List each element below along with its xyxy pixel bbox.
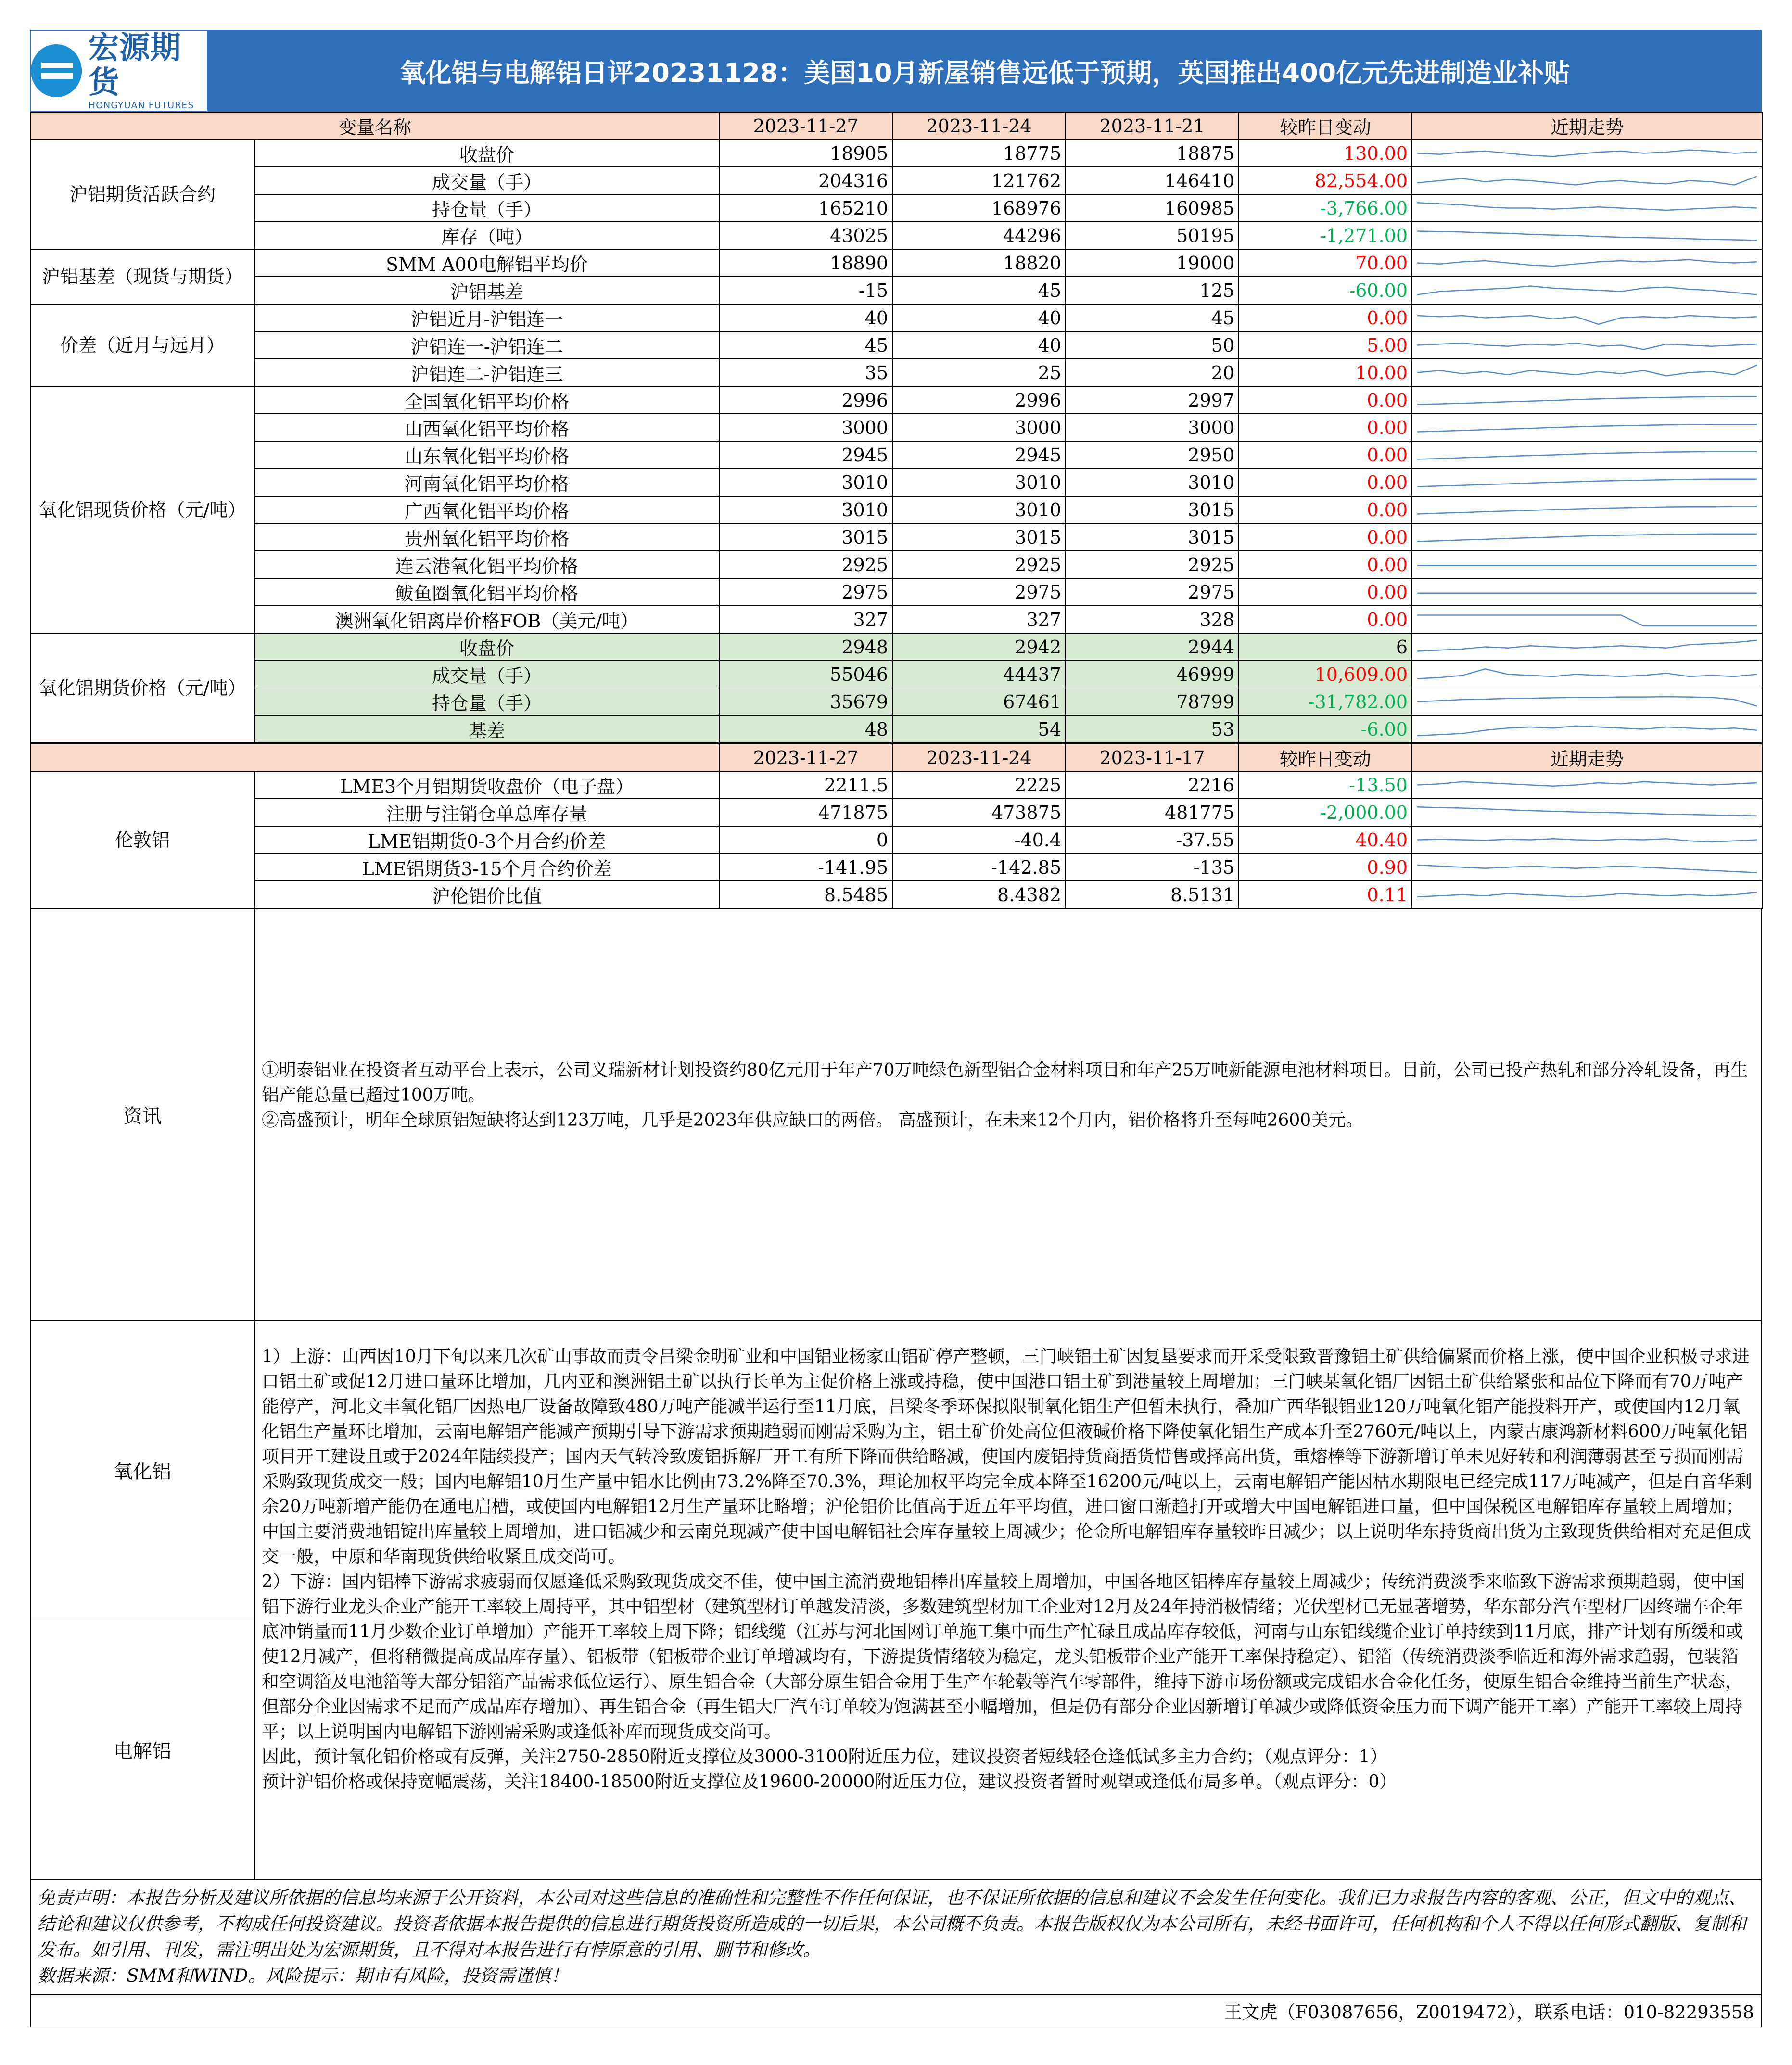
- value-cell: 18905: [719, 140, 892, 167]
- value-cell: 2925: [892, 551, 1066, 578]
- value-cell: 473875: [892, 799, 1066, 826]
- trend-cell: [1412, 277, 1762, 304]
- change-cell: 0.00: [1239, 414, 1412, 441]
- trend-cell: [1412, 771, 1762, 799]
- trend-cell: [1412, 331, 1762, 359]
- sparkline-line: [1417, 534, 1757, 542]
- variable-name: 鲅鱼圈氧化铝平均价格: [254, 578, 719, 606]
- trend-cell: [1412, 140, 1762, 167]
- table-row: [30, 277, 1762, 304]
- company-logo: [30, 30, 208, 112]
- variable-name: 收盘价: [254, 140, 719, 167]
- column-header: 近期走势: [1412, 112, 1762, 140]
- value-cell: 19000: [1066, 249, 1239, 277]
- variable-name: LME3个月铝期货收盘价（电子盘）: [254, 771, 719, 799]
- table-row: [30, 578, 1762, 606]
- column-header: 2023-11-24: [892, 744, 1066, 771]
- trend-cell: [1412, 606, 1762, 633]
- table-row: [30, 661, 1762, 688]
- variable-name: 山东氧化铝平均价格: [254, 441, 719, 469]
- category-label: 沪铝期货活跃合约: [30, 140, 254, 249]
- value-cell: 46999: [1066, 661, 1239, 688]
- change-cell: 0.00: [1239, 496, 1412, 523]
- trend-cell: [1412, 249, 1762, 277]
- sparkline-chart: [1412, 607, 1762, 632]
- variable-name: 全国氧化铝平均价格: [254, 386, 719, 414]
- sparkline-line: [1417, 726, 1757, 736]
- column-header: 变量名称: [30, 112, 719, 140]
- variable-name: 持仓量（手）: [254, 194, 719, 222]
- change-cell: 10.00: [1239, 359, 1412, 386]
- sparkline-chart: [1412, 497, 1762, 523]
- value-cell: 53: [1066, 715, 1239, 743]
- value-cell: 3015: [892, 523, 1066, 551]
- sparkline-chart: [1412, 689, 1762, 714]
- table-row: [30, 715, 1762, 743]
- value-cell: 50195: [1066, 222, 1239, 249]
- sparkline-line: [1417, 203, 1757, 210]
- change-cell: -13.50: [1239, 771, 1412, 799]
- table-row: [30, 771, 1762, 799]
- table-row: [30, 523, 1762, 551]
- trend-cell: [1412, 304, 1762, 331]
- sparkline-chart: [1412, 827, 1762, 853]
- sparkline-chart: [1412, 140, 1762, 166]
- variable-name: 广西氧化铝平均价格: [254, 496, 719, 523]
- value-cell: -142.85: [892, 854, 1066, 881]
- news-content: [255, 909, 1761, 1320]
- variable-name: 注册与注销仓单总库存量: [254, 799, 719, 826]
- value-cell: 44296: [892, 222, 1066, 249]
- sparkline-chart: [1412, 662, 1762, 687]
- sparkline-chart: [1412, 552, 1762, 577]
- trend-cell: [1412, 194, 1762, 222]
- value-cell: 3010: [892, 496, 1066, 523]
- sparkline-chart: [1412, 168, 1762, 193]
- table-row: [30, 826, 1762, 854]
- sparkline-chart: [1412, 278, 1762, 303]
- value-cell: 8.5131: [1066, 881, 1239, 908]
- value-cell: 67461: [892, 688, 1066, 715]
- sparkline-line: [1417, 782, 1757, 786]
- value-cell: 3010: [719, 496, 892, 523]
- value-cell: 2944: [1066, 633, 1239, 661]
- change-cell: 0.00: [1239, 304, 1412, 331]
- column-header: 2023-11-27: [719, 112, 892, 140]
- disclaimer-text: 免责声明：本报告分析及建议所依据的信息均来源于公开资料，本公司对这些信息的准确性和完整性不作任何保证，也不保证所依据的信息和建议不会发生任何变化。我们已力求报告内容的客观、公正，但文中的观点、结论和建议仅供参考，不构成任何投资建议。投资者依据本报告提供的信息进行期货投资所造成的一切后果，本公司概不负责。本报告版权仅为本公司所有，未经书面许可，任何机构和个人不得以任何形式翻版、复制和发布。如引用、刊发，需注明出处为宏源期货，且不得对本报告进行有悖原意的引用、删节和修改。: [38, 1887, 1746, 1960]
- trend-cell: [1412, 661, 1762, 688]
- sparkline-chart: [1412, 716, 1762, 742]
- report-header: [30, 30, 1762, 112]
- value-cell: 204316: [719, 167, 892, 194]
- sparkline-chart: [1412, 332, 1762, 358]
- table-row: [30, 249, 1762, 277]
- value-cell: 2975: [1066, 578, 1239, 606]
- column-header: 2023-11-17: [1066, 744, 1239, 771]
- value-cell: 40: [719, 304, 892, 331]
- aluminum-view: 预计沪铝价格或保持宽幅震荡，关注18400-18500附近支撑位及19600-20000附近压力位，建议投资者暂时观望或逢低布局多单。（观点评分：0）: [262, 1772, 1397, 1792]
- value-cell: 20: [1066, 359, 1239, 386]
- trend-cell: [1412, 551, 1762, 578]
- change-cell: 0.90: [1239, 854, 1412, 881]
- news-section: [30, 909, 1762, 1321]
- sparkline-line: [1417, 865, 1757, 873]
- sparkline-chart: [1412, 800, 1762, 825]
- report-title: 氧化铝与电解铝日评20231128：美国10月新屋销售远低于预期，英国推出400亿元先进制造业补贴: [399, 57, 1570, 88]
- column-header-row: [30, 112, 1762, 140]
- trend-cell: [1412, 359, 1762, 386]
- downstream-paragraph: 2）下游：国内铝棒下游需求疲弱而仅愿逢低采购致现货成交不佳，使中国主流消费地铝棒出库量较上周增加，中国各地区铝棒库存量较上周减少；传统消费淡季来临致下游需求预期趋弱，使中国铝下游行业龙头企业产能开工率较上周持平，其中铝型材（建筑型材订单越发清淡，多数建筑型材加工企业对12月及24年持消极情绪；光伏型材已无显著增势，华东部分汽车型材厂因终端车企年底冲销量而11月少数企业订单增加）产能开工率较上周下降；铝线缆（江苏与河北国网订单施工集中而生产忙碌且成品库存较低，河南与山东铝线缆企业订单持续到11月底，排产计划有所缓和或使12月减产，但将稍微提高成品库存量）、铝板带（铝板带企业订单增减均有，下游提货情绪较为稳定，龙头铝板带企业产能开工率保持稳定）、铝箔（传统消费淡季临近和海外需求趋弱，包装箔和空调箔及电池箔等大部分铝箔产品需求低位运行）、原生铝合金（大部分原生铝合金用于生产车轮毂等汽车零部件，维持下游市场份额或完成铝水合金化任务，使原生铝合金维持当前生产状态，但部分企业因需求不足而产成品库存增加）、再生铝合金（再生铝大厂汽车订单较为饱满甚至小幅增加，但是仍有部分企业因新增订单减少或降低资金压力而下调产能开工率）产能开工率较上周持平；以上说明国内电解铝下游刚需采购或逢低补库而现货成交尚可。: [262, 1572, 1745, 1742]
- value-cell: 2925: [1066, 551, 1239, 578]
- change-cell: 0.00: [1239, 551, 1412, 578]
- category-label: 氧化铝现货价格（元/吨）: [30, 386, 254, 633]
- domestic-data-table: [30, 112, 1763, 743]
- aluminum-label: 电解铝: [114, 1740, 171, 1762]
- change-cell: -60.00: [1239, 277, 1412, 304]
- change-cell: 0.00: [1239, 386, 1412, 414]
- table-row: [30, 633, 1762, 661]
- value-cell: 3010: [719, 469, 892, 496]
- trend-cell: [1412, 496, 1762, 523]
- value-cell: 471875: [719, 799, 892, 826]
- trend-cell: [1412, 826, 1762, 854]
- value-cell: 78799: [1066, 688, 1239, 715]
- change-cell: 0.00: [1239, 523, 1412, 551]
- column-header: 近期走势: [1412, 744, 1762, 771]
- variable-name: SMM A00电解铝平均价: [254, 249, 719, 277]
- variable-name: 山西氧化铝平均价格: [254, 414, 719, 441]
- sparkline-line: [1417, 396, 1757, 404]
- sparkline-chart: [1412, 579, 1762, 605]
- sparkline-line: [1417, 452, 1757, 459]
- value-cell: 45: [892, 277, 1066, 304]
- value-cell: 0: [719, 826, 892, 854]
- value-cell: 54: [892, 715, 1066, 743]
- value-cell: 2211.5: [719, 771, 892, 799]
- value-cell: 8.5485: [719, 881, 892, 908]
- sparkline-line: [1417, 231, 1757, 241]
- value-cell: -135: [1066, 854, 1239, 881]
- variable-name: 基差: [254, 715, 719, 743]
- value-cell: 55046: [719, 661, 892, 688]
- table-row: [30, 469, 1762, 496]
- report-page: [30, 30, 1762, 2027]
- sparkline-chart: [1412, 772, 1762, 798]
- value-cell: 2997: [1066, 386, 1239, 414]
- change-cell: 0.00: [1239, 606, 1412, 633]
- value-cell: 3000: [1066, 414, 1239, 441]
- value-cell: 121762: [892, 167, 1066, 194]
- value-cell: 168976: [892, 194, 1066, 222]
- value-cell: 44437: [892, 661, 1066, 688]
- sparkline-chart: [1412, 360, 1762, 385]
- trend-cell: [1412, 441, 1762, 469]
- table-row: [30, 496, 1762, 523]
- column-header-row: [30, 744, 1762, 771]
- value-cell: -37.55: [1066, 826, 1239, 854]
- logo-cn-text: 宏源期货: [88, 30, 181, 101]
- sparkline-chart: [1412, 882, 1762, 907]
- sparkline-chart: [1412, 387, 1762, 413]
- sparkline-line: [1417, 260, 1757, 267]
- sparkline-line: [1417, 615, 1757, 626]
- london-aluminum-table: [30, 743, 1763, 909]
- change-cell: 70.00: [1239, 249, 1412, 277]
- variable-name: 成交量（手）: [254, 661, 719, 688]
- value-cell: 35679: [719, 688, 892, 715]
- sparkline-line: [1417, 697, 1757, 706]
- value-cell: -15: [719, 277, 892, 304]
- sparkline-line: [1417, 150, 1757, 157]
- value-cell: 45: [719, 331, 892, 359]
- trend-cell: [1412, 799, 1762, 826]
- change-cell: -1,271.00: [1239, 222, 1412, 249]
- variable-name: 成交量（手）: [254, 167, 719, 194]
- table-row: [30, 359, 1762, 386]
- variable-name: 沪伦铝价比值: [254, 881, 719, 908]
- change-cell: -3,766.00: [1239, 194, 1412, 222]
- change-cell: 0.00: [1239, 441, 1412, 469]
- value-cell: 2216: [1066, 771, 1239, 799]
- value-cell: 125: [1066, 277, 1239, 304]
- trend-cell: [1412, 881, 1762, 908]
- trend-cell: [1412, 469, 1762, 496]
- value-cell: 3000: [719, 414, 892, 441]
- sparkline-line: [1417, 669, 1757, 678]
- value-cell: -141.95: [719, 854, 892, 881]
- table-row: [30, 222, 1762, 249]
- category-label: 价差（近月与远月）: [30, 304, 254, 386]
- change-cell: -2,000.00: [1239, 799, 1412, 826]
- variable-name: 河南氧化铝平均价格: [254, 469, 719, 496]
- column-header: 2023-11-27: [719, 744, 892, 771]
- column-header: [30, 744, 719, 771]
- sparkline-line: [1417, 316, 1757, 324]
- value-cell: 327: [892, 606, 1066, 633]
- variable-name: 沪铝近月-沪铝连一: [254, 304, 719, 331]
- value-cell: 481775: [1066, 799, 1239, 826]
- value-cell: 160985: [1066, 194, 1239, 222]
- alumina-label: 氧化铝: [31, 1321, 254, 1619]
- table-row: [30, 441, 1762, 469]
- table-row: [30, 688, 1762, 715]
- value-cell: 3010: [892, 469, 1066, 496]
- column-header: 2023-11-21: [1066, 112, 1239, 140]
- trend-cell: [1412, 523, 1762, 551]
- value-cell: 2996: [719, 386, 892, 414]
- alumina-view: 因此，预计氧化铝价格或有反弹，关注2750-2850附近支撑位及3000-3100附近压力位，建议投资者短线轻仓逢低试多主力合约；（观点评分：1）: [262, 1747, 1387, 1767]
- variable-name: 持仓量（手）: [254, 688, 719, 715]
- sparkline-chart: [1412, 223, 1762, 248]
- sparkline-line: [1417, 479, 1757, 487]
- table-row: [30, 854, 1762, 881]
- variable-name: 连云港氧化铝平均价格: [254, 551, 719, 578]
- variable-name: LME铝期货3-15个月合约价差: [254, 854, 719, 881]
- logo-mark-icon: [31, 44, 82, 97]
- value-cell: 328: [1066, 606, 1239, 633]
- change-cell: 5.00: [1239, 331, 1412, 359]
- value-cell: 2945: [719, 441, 892, 469]
- table-row: [30, 799, 1762, 826]
- variable-name: LME铝期货0-3个月合约价差: [254, 826, 719, 854]
- value-cell: 3010: [1066, 469, 1239, 496]
- sparkline-chart: [1412, 195, 1762, 221]
- sparkline-chart: [1412, 250, 1762, 276]
- variable-name: 沪铝连一-沪铝连二: [254, 331, 719, 359]
- table-row: [30, 551, 1762, 578]
- sparkline-line: [1417, 839, 1757, 842]
- change-cell: 0.00: [1239, 469, 1412, 496]
- category-label: 氧化铝期货价格（元/吨）: [30, 633, 254, 743]
- analyst-contact: 王文虎（F03087656，Z0019472），联系电话：010-82293558: [30, 1995, 1762, 2027]
- sparkline-chart: [1412, 305, 1762, 331]
- trend-cell: [1412, 222, 1762, 249]
- value-cell: 2942: [892, 633, 1066, 661]
- table-row: [30, 606, 1762, 633]
- sparkline-line: [1417, 640, 1757, 651]
- sparkline-line: [1417, 177, 1757, 185]
- value-cell: 3015: [719, 523, 892, 551]
- value-cell: 3000: [892, 414, 1066, 441]
- value-cell: 40: [892, 331, 1066, 359]
- value-cell: 18890: [719, 249, 892, 277]
- news-item: ②高盛预计，明年全球原铝短缺将达到123万吨，几乎是2023年供应缺口的两倍。 高盛预计，在未来12个月内，铝价格将升至每吨2600美元。: [262, 1110, 1363, 1130]
- sparkline-line: [1417, 807, 1757, 816]
- value-cell: 43025: [719, 222, 892, 249]
- sparkline-line: [1417, 365, 1757, 376]
- value-cell: 8.4382: [892, 881, 1066, 908]
- value-cell: 2975: [892, 578, 1066, 606]
- disclaimer: [30, 1880, 1762, 1995]
- variable-name: 库存（吨）: [254, 222, 719, 249]
- variable-name: 收盘价: [254, 633, 719, 661]
- sparkline-chart: [1412, 524, 1762, 550]
- trend-cell: [1412, 578, 1762, 606]
- table-row: [30, 331, 1762, 359]
- category-label: 沪铝基差（现货与期货）: [30, 249, 254, 304]
- change-cell: 0.00: [1239, 578, 1412, 606]
- value-cell: 165210: [719, 194, 892, 222]
- logo-en-text: HONGYUAN FUTURES: [88, 100, 194, 111]
- sparkline-line: [1417, 286, 1757, 295]
- change-cell: 6: [1239, 633, 1412, 661]
- sparkline-line: [1417, 892, 1757, 897]
- change-cell: 40.40: [1239, 826, 1412, 854]
- value-cell: 2950: [1066, 441, 1239, 469]
- value-cell: 2225: [892, 771, 1066, 799]
- value-cell: 327: [719, 606, 892, 633]
- sparkline-chart: [1412, 854, 1762, 880]
- change-cell: -31,782.00: [1239, 688, 1412, 715]
- value-cell: 25: [892, 359, 1066, 386]
- trend-cell: [1412, 414, 1762, 441]
- column-header: 较昨日变动: [1239, 744, 1412, 771]
- change-cell: 10,609.00: [1239, 661, 1412, 688]
- sparkline-line: [1417, 343, 1757, 350]
- value-cell: 3015: [1066, 496, 1239, 523]
- news-item: ①明泰铝业在投资者互动平台上表示，公司义瑞新材计划投资约80亿元用于年产70万吨绿色新型铝合金材料项目和年产25万吨新能源电池材料项目。目前，公司已投产热轧和部分冷轧设备，再生铝产能总量已超过100万吨。: [262, 1060, 1748, 1105]
- table-row: [30, 304, 1762, 331]
- sparkline-chart: [1412, 442, 1762, 468]
- variable-name: 沪铝基差: [254, 277, 719, 304]
- value-cell: 40: [892, 304, 1066, 331]
- column-header: 较昨日变动: [1239, 112, 1412, 140]
- analysis-content: [255, 1321, 1761, 1879]
- change-cell: 130.00: [1239, 140, 1412, 167]
- value-cell: 35: [719, 359, 892, 386]
- news-label: 资讯: [31, 909, 255, 1320]
- value-cell: 3015: [1066, 523, 1239, 551]
- variable-name: 澳洲氧化铝离岸价格FOB（美元/吨）: [254, 606, 719, 633]
- analysis-section: [30, 1321, 1762, 1880]
- trend-cell: [1412, 715, 1762, 743]
- trend-cell: [1412, 633, 1762, 661]
- value-cell: 18775: [892, 140, 1066, 167]
- data-source-text: 数据来源：SMM和WIND。风险提示：期市有风险，投资需谨慎！: [38, 1965, 569, 1986]
- value-cell: 2925: [719, 551, 892, 578]
- column-header: 2023-11-24: [892, 112, 1066, 140]
- value-cell: 2996: [892, 386, 1066, 414]
- trend-cell: [1412, 167, 1762, 194]
- value-cell: -40.4: [892, 826, 1066, 854]
- table-row: [30, 194, 1762, 222]
- change-cell: -6.00: [1239, 715, 1412, 743]
- variable-name: 沪铝连二-沪铝连三: [254, 359, 719, 386]
- sparkline-chart: [1412, 634, 1762, 660]
- value-cell: 2948: [719, 633, 892, 661]
- change-cell: 0.11: [1239, 881, 1412, 908]
- change-cell: 82,554.00: [1239, 167, 1412, 194]
- variable-name: 贵州氧化铝平均价格: [254, 523, 719, 551]
- value-cell: 48: [719, 715, 892, 743]
- table-row: [30, 881, 1762, 908]
- sparkline-chart: [1412, 470, 1762, 495]
- table-row: [30, 167, 1762, 194]
- sparkline-line: [1417, 507, 1757, 514]
- trend-cell: [1412, 854, 1762, 881]
- table-row: [30, 386, 1762, 414]
- trend-cell: [1412, 688, 1762, 715]
- sparkline-line: [1417, 424, 1757, 432]
- value-cell: 50: [1066, 331, 1239, 359]
- value-cell: 45: [1066, 304, 1239, 331]
- category-label: 伦敦铝: [30, 771, 254, 908]
- value-cell: 2975: [719, 578, 892, 606]
- upstream-paragraph: 1）上游：山西因10月下旬以来几次矿山事故而责令吕梁金明矿业和中国铝业杨家山铝矿停产整顿，三门峡铝土矿因复垦要求而开采受限致晋豫铝土矿供给偏紧而价格上涨，使中国企业积极寻求进口铝土矿或促12月进口量环比增加，几内亚和澳洲铝土矿以执行长单为主促价格上涨或持稳，使中国港口铝土矿到港量较上周增加；三门峡某氧化铝厂因铝土矿供给紧张和品位下降而有70万吨产能停产，河北文丰氧化铝厂因热电厂设备故障致480万吨产能减半运行至11月底，吕梁冬季环保拟限制氧化铝生产但暂未执行，叠加广西华银铝业120万吨氧化铝产能投料开产，或使国内12月氧化铝生产量环比增加，云南电解铝产能减产预期引导下游需求预期趋弱而刚需采购为主，铝土矿价处高位但液碱价格下降使氧化铝生产成本升至2760元/吨以上，内蒙古康鸿新材料600万吨氧化铝项目开工建设且或于2024年陆续投产；国内天气转冷致废铝拆解厂开工有所下降而供给略减，使国内废铝持货商捂货惜售或择高出货，重熔棒等下游新增订单未见好转和利润薄弱甚至亏损而刚需采购致现货成交一般；国内电解铝10月生产量中铝水比例由73.2%降至70.3%，理论加权平均完全成本降至16200元/吨以上，云南电解铝产能因枯水期限电已经完成117万吨减产，但是白音华剩余20万吨新增产能仍在通电启槽，或使国内电解铝12月生产量环比略增；沪伦铝价比值高于近五年平均值，进口窗口渐趋打开或增大中国电解铝进口量，但中国保税区电解铝库存量较上周增加；中国主要消费地铝锭出库量较上周增加，进口铝减少和云南兑现减产使中国电解铝社会库存量较上周减少；伦金所电解铝库存量较昨日减少；以上说明华东持货商出货为主致现货供给相对充足但成交一般，中原和华南现货供给收紧且成交尚可。: [262, 1347, 1752, 1567]
- value-cell: 146410: [1066, 167, 1239, 194]
- value-cell: 2945: [892, 441, 1066, 469]
- value-cell: 18875: [1066, 140, 1239, 167]
- value-cell: 18820: [892, 249, 1066, 277]
- trend-cell: [1412, 386, 1762, 414]
- table-row: [30, 140, 1762, 167]
- table-row: [30, 414, 1762, 441]
- sparkline-chart: [1412, 415, 1762, 440]
